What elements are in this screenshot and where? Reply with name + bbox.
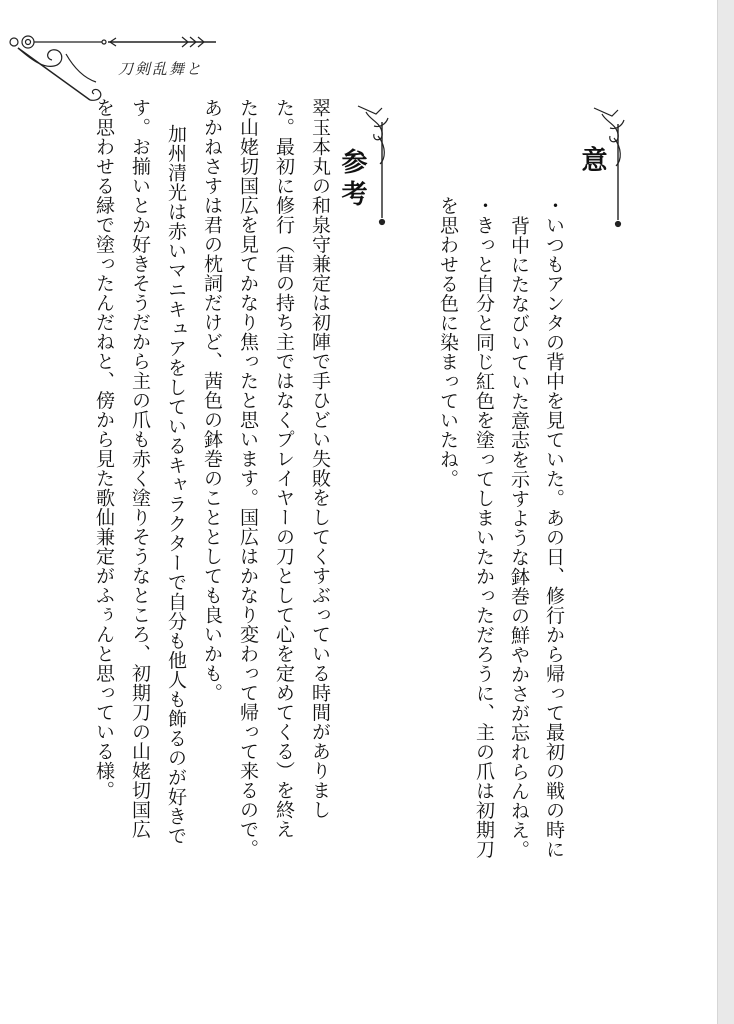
text-line: ・いつもアンタの背中を見ていた。あの日、修行から帰って最初の戦の時に xyxy=(543,196,565,859)
text-line: た山姥切国広を見てかなり焦ったと思います。国広はかなり変わって帰って来るので。 xyxy=(237,98,259,859)
section-heading-intent: 意 xyxy=(577,146,607,178)
text-line: 加州清光は赤いマニキュアをしているキャラクターで自分も他人も飾るのが好きで xyxy=(165,124,187,846)
text-line: を思わせる緑で塗ったんだねと、傍から見た歌仙兼定がふぅんと思っている様。 xyxy=(93,98,115,800)
page-edge-bar xyxy=(717,0,734,1024)
text-line: 翠玉本丸の和泉守兼定は初陣で手ひどい失敗をしてくすぶっている時間がありまし xyxy=(309,98,331,820)
text-line: す。お揃いとか好きそうだから主の爪も赤く塗りそうなところ、初期刀の山姥切国広 xyxy=(129,98,151,839)
running-header: 刀剣乱舞と xyxy=(118,60,204,78)
text-line: ・きっと自分と同じ紅色を塗ってしまいたかっただろうに、主の爪は初期刀 xyxy=(473,196,495,859)
text-line: 背中にたなびいていた意志を示すような鉢巻の鮮やかさが忘れらんねえ。 xyxy=(508,216,530,860)
section-heading-reference: 参考 xyxy=(337,148,367,212)
text-line: た。最初に修行（昔の持ち主ではなくプレイヤーの刀として心を定めてくる）を終え xyxy=(273,98,295,839)
text-line: を思わせる色に染まっていたね。 xyxy=(437,196,459,489)
text-line: あかねさすは君の枕詞だけど、茜色の鉢巻のこととしても良いかも。 xyxy=(201,98,223,703)
